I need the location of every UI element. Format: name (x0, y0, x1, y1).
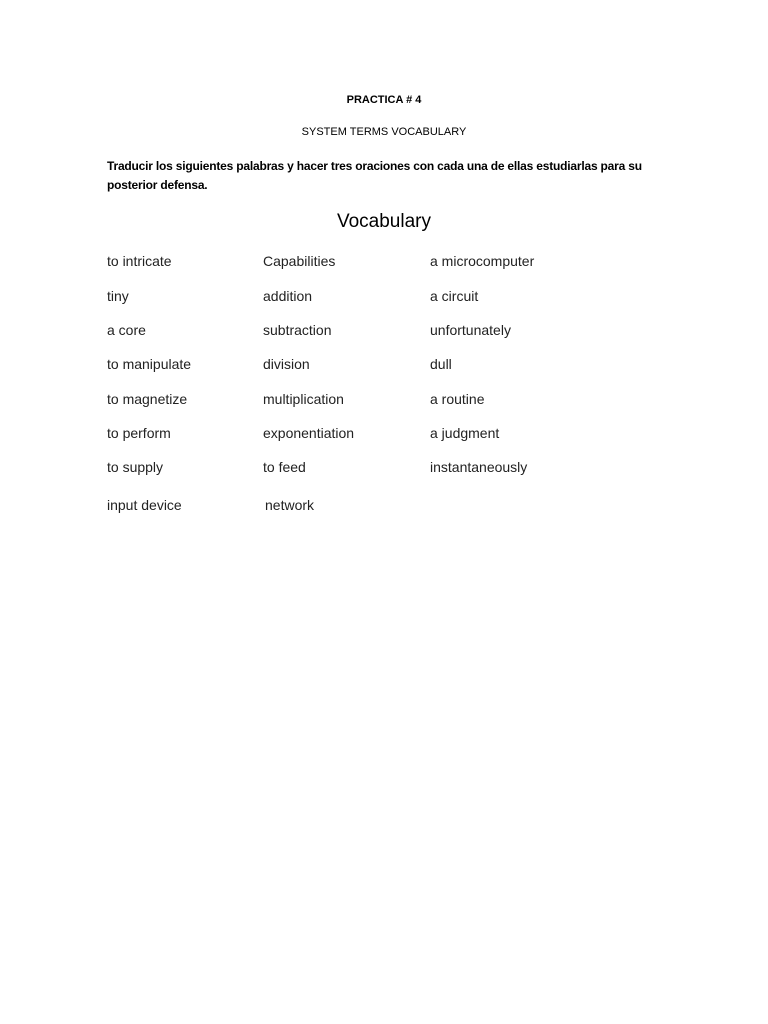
vocab-term: subtraction (263, 322, 332, 338)
vocab-term: dull (430, 356, 452, 372)
vocab-term: multiplication (263, 391, 344, 407)
vocab-term: a core (107, 322, 146, 338)
vocab-term: to perform (107, 425, 171, 441)
vocab-term: addition (263, 288, 313, 304)
vocab-term: to magnetize (107, 391, 188, 407)
vocab-term: to manipulate (107, 356, 192, 372)
instructions-paragraph: Traducir los siguientes palabras y hacer tres oraciones con cada una de ellas estudiarlas para su posterior defensa. (107, 159, 642, 192)
vocab-term: to supply (107, 459, 164, 475)
document-subtitle: SYSTEM TERMS VOCABULARY (301, 126, 467, 138)
vocab-term: exponentiation (263, 425, 355, 441)
vocabulary-heading: Vocabulary (336, 211, 431, 232)
vocab-term: Capabilities (263, 253, 336, 269)
vocab-term: a routine (430, 391, 485, 407)
vocab-term: input device (107, 497, 182, 513)
vocab-term: division (263, 356, 310, 372)
vocab-term: a judgment (430, 425, 500, 441)
practice-title: PRACTICA # 4 (346, 94, 422, 106)
vocab-term: to intricate (107, 253, 172, 269)
vocab-term: instantaneously (430, 459, 528, 475)
vocab-term: unfortunately (430, 322, 511, 338)
vocab-term: tiny (107, 288, 129, 304)
vocab-term: to feed (263, 459, 306, 475)
vocab-term: a microcomputer (430, 253, 535, 269)
vocab-term: a circuit (430, 288, 479, 304)
vocab-term: network (265, 497, 315, 513)
